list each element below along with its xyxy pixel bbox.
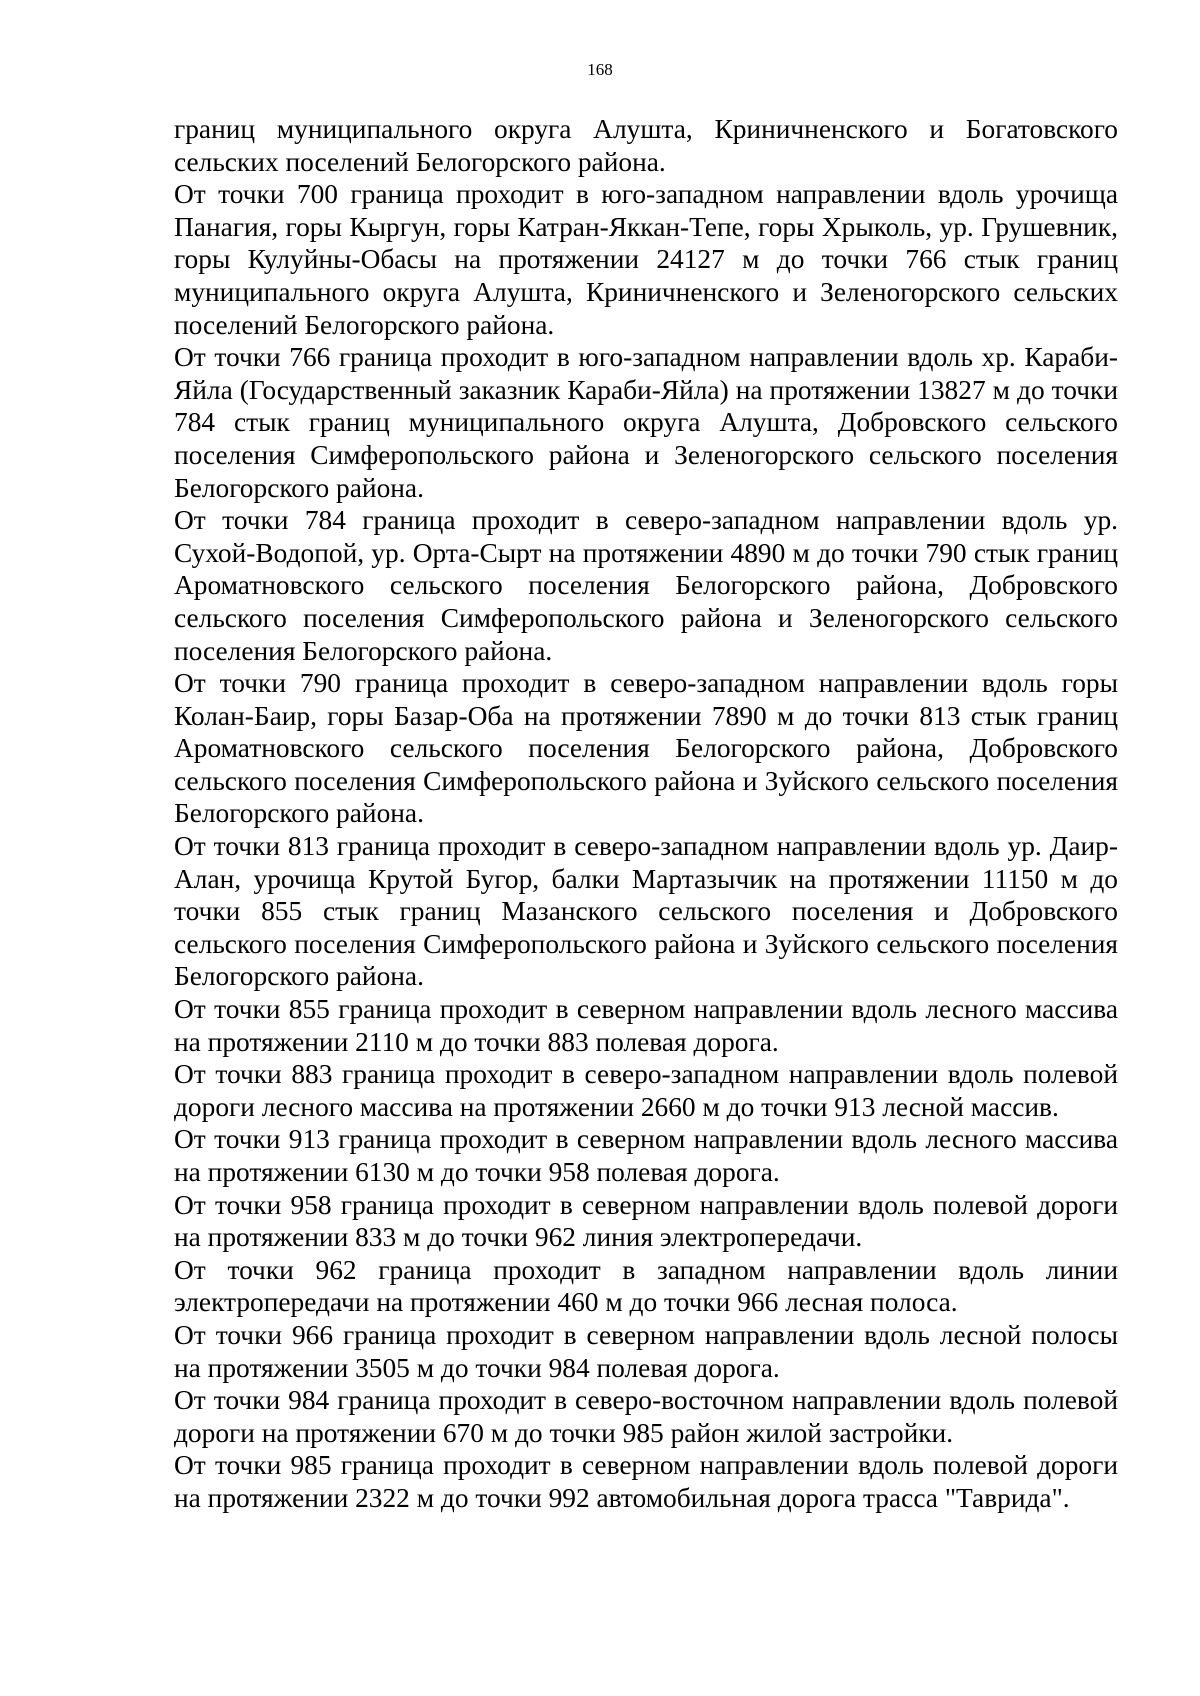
paragraph-point-966: От точки 966 граница проходит в северном направлении вдоль лесной полосы на протяжении 3505 м до точки 984 полевая дорога. bbox=[174, 1319, 1118, 1383]
paragraph-point-855: От точки 855 граница проходит в северном направлении вдоль лесного массива на протяжении 2110 м до точки 883 полевая дорога. bbox=[174, 994, 1118, 1057]
paragraph-point-985: От точки 985 граница проходит в северном направлении вдоль полевой дороги на протяжении 2322 м до точки 992 автомобильная дорога трасса "Таврида". bbox=[174, 1450, 1118, 1513]
paragraph-point-784: От точки 784 граница проходит в северо-западном направлении вдоль ур. Сухой-Водопой, ур. Орта-Сырт на протяжении 4890 м до точки 790 стык границ Ароматновского сельского поселения Белогорского района, Добровского сельского поселения Симферопольского района и Зеленогорского сельского поселения Белогорского района. bbox=[174, 505, 1118, 666]
paragraph-point-984: От точки 984 граница проходит в северо-восточном направлении вдоль полевой дороги на протяжении 670 м до точки 985 район жилой застройки. bbox=[174, 1385, 1118, 1448]
paragraph-point-962: От точки 962 граница проходит в западном направлении вдоль линии электропередачи на протяжении 460 м до точки 966 лесная полоса. bbox=[174, 1254, 1118, 1318]
paragraph-point-913: От точки 913 граница проходит в северном направлении вдоль лесного массива на протяжении 6130 м до точки 958 полевая дорога. bbox=[174, 1124, 1118, 1187]
paragraph-point-700: От точки 700 граница проходит в юго-западном направлении вдоль урочища Панагия, горы Кыргун, горы Катран-Яккан-Тепе, горы Хрыколь, ур. Грушевник, горы Кулуйны-Обасы на протяжении 24127 м до точки 766 стык границ муниципального округа Алушта, Криничненского и Зеленогорского сельских поселений Белогорского района. bbox=[174, 179, 1118, 340]
paragraph-point-883: От точки 883 граница проходит в северо-западном направлении вдоль полевой дороги лесного массива на протяжении 2660 м до точки 913 лесной массив. bbox=[174, 1059, 1118, 1122]
paragraph-point-790: От точки 790 граница проходит в северо-западном направлении вдоль горы Колан-Баир, горы Базар-Оба на протяжении 7890 м до точки 813 стык границ Ароматновского сельского поселения Белогорского района, Добровского сельского поселения Симферопольского района и Зуйского сельского поселения Белогорского района. bbox=[174, 668, 1118, 829]
paragraph-point-958: От точки 958 граница проходит в северном направлении вдоль полевой дороги на протяжении 833 м до точки 962 линия электропередачи. bbox=[174, 1189, 1118, 1253]
page-number: 168 bbox=[587, 60, 613, 79]
paragraph-point-766: От точки 766 граница проходит в юго-западном направлении вдоль хр. Караби-Яйла (Государственный заказник Караби-Яйла) на протяжении 13827 м до точки 784 стык границ муниципального округа Алушта, Добровского сельского поселения Симферопольского района и Зеленогорского сельского поселения Белогорского района. bbox=[174, 342, 1118, 503]
paragraph-continuation: границ муниципального округа Алушта, Криничненского и Богатовского сельских поселений Белогорского района. bbox=[174, 114, 1118, 177]
document-body bbox=[174, 113, 1118, 1515]
paragraph-point-813: От точки 813 граница проходит в северо-западном направлении вдоль ур. Даир-Алан, урочища Крутой Бугор, балки Мартазычик на протяжении 11150 м до точки 855 стык границ Мазанского сельского поселения и Добровского сельского поселения Симферопольского района и Зуйского сельского поселения Белогорского района. bbox=[174, 831, 1118, 992]
